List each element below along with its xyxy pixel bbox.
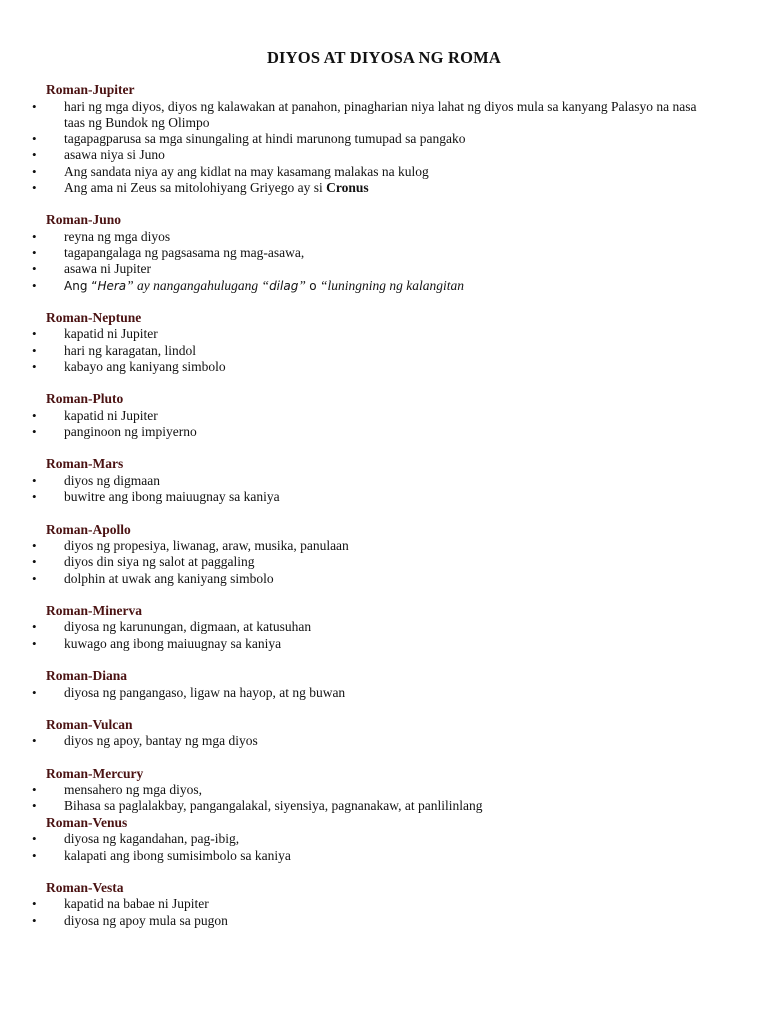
list-item-text: tagapangalaga ng pagsasama ng mag-asawa, [64,245,305,261]
list-item-italic-text: dilag [269,278,299,293]
list-item-text: panginoon ng impiyerno [64,424,197,440]
list-item-text: diyos din siya ng salot at paggaling [64,554,255,570]
list-item-text: kapatid ni Jupiter [64,407,158,423]
section-heading: Roman-Mars [46,456,124,472]
bullet-icon: • [32,831,37,847]
bullet-icon: • [32,98,37,114]
bullet-icon: • [32,147,37,163]
list-item [0,147,768,163]
bullet-list [0,831,768,864]
bullet-icon: • [32,684,37,700]
bullet-icon: • [32,570,37,586]
list-item [0,489,768,505]
section-venus [0,815,768,864]
list-item-text: kapatid ni Jupiter [64,326,158,342]
list-item-italic-text: “luningning ng kalangitan [316,277,464,293]
bullet-icon: • [32,782,37,798]
section-heading: Roman-Neptune [46,309,142,325]
bullet-icon: • [32,489,37,505]
list-item [0,913,768,929]
list-item [0,261,768,277]
section-vulcan [0,717,768,750]
list-item-text: hari ng mga diyos, diyos ng kalawakan at panahon, pinagharian niya lahat ng diyos mula sa kanyang Palasyo na nasa taas ng Bundok ng Olimpo [64,98,697,130]
list-item [0,798,768,814]
bullet-icon: • [32,261,37,277]
list-item-text: diyos ng propesiya, liwanag, araw, musika, panulaan [64,538,349,554]
section-apollo [0,522,768,587]
bullet-icon: • [32,847,37,863]
section-minerva [0,603,768,652]
bullet-icon: • [32,228,37,244]
section-heading: Roman-Diana [46,668,128,684]
section-vesta [0,880,768,929]
list-item [0,424,768,440]
bullet-icon: • [32,326,37,342]
section-mercury [0,766,768,815]
section-heading: Roman-Juno [46,212,122,228]
list-item [0,473,768,489]
bullet-list [0,408,768,441]
bullet-icon: • [32,163,37,179]
list-item-text: o [309,278,317,293]
bullet-list [0,619,768,652]
section-heading: Roman-Minerva [46,602,142,618]
list-item [0,896,768,912]
bullet-list [0,733,768,749]
list-item-text: asawa niya si Juno [64,147,165,163]
list-item-text: kuwago ang ibong maiuugnay sa kaniya [64,635,282,651]
bullet-icon: • [32,359,37,375]
section-jupiter [0,82,768,196]
list-item-text: Ang “ [64,278,98,293]
bullet-icon: • [32,912,37,928]
list-item [0,343,768,359]
page-title: DIYOS AT DIYOSA NG ROMA [266,48,502,67]
list-item [0,848,768,864]
section-diana [0,668,768,701]
bullet-icon: • [32,179,37,195]
list-item [0,180,768,196]
list-item [0,782,768,798]
list-item-text: kalapati ang ibong sumisimbolo sa kaniya [64,847,291,863]
bullet-icon: • [32,619,37,635]
bullet-icon: • [32,277,37,293]
list-item-text: diyosa ng karunungan, digmaan, at katusuhan [64,619,312,635]
bullet-list [0,685,768,701]
bullet-icon: • [32,424,37,440]
section-pluto [0,391,768,440]
list-item-text: reyna ng mga diyos [64,228,171,244]
bullet-icon: • [32,131,37,147]
bullet-icon: • [32,896,37,912]
bullet-list [0,473,768,506]
bullet-list [0,896,768,929]
sections-container [0,82,768,945]
bullet-list [0,538,768,587]
list-item-text: mensahero ng mga diyos, [64,782,202,798]
list-item [0,326,768,342]
list-item [0,571,768,587]
list-item-italic-text: ” ay nangangahulugang “ [126,277,270,293]
list-item-text: hari ng karagatan, lindol [64,342,196,358]
list-item-italic-text: ” [298,277,310,293]
list-item-text: buwitre ang ibong maiuugnay sa kaniya [64,489,280,505]
list-item [0,733,768,749]
list-item-text: kabayo ang kaniyang simbolo [64,359,226,375]
section-neptune [0,310,768,375]
list-item [0,619,768,635]
list-item [0,131,768,147]
bullet-icon: • [32,342,37,358]
section-heading: Roman-Pluto [46,391,124,407]
section-mars [0,456,768,505]
section-heading: Roman-Venus [46,814,128,830]
section-heading: Roman-Jupiter [46,82,135,97]
list-item-text: diyosa ng kagandahan, pag-ibig, [64,831,240,847]
bullet-icon: • [32,407,37,423]
list-item [0,245,768,261]
bullet-list [0,99,768,197]
list-item [0,831,768,847]
bullet-icon: • [32,554,37,570]
list-item-text: Ang sandata niya ay ang kidlat na may kasamang malakas na kulog [64,163,429,179]
list-item [0,538,768,554]
list-item-text: kapatid na babae ni Jupiter [64,896,209,912]
list-item-text: asawa ni Jupiter [64,261,151,277]
bullet-list [0,229,768,294]
bullet-icon: • [32,472,37,488]
list-item-text: dolphin at uwak ang kaniyang simbolo [64,570,274,586]
list-item-text: diyos ng apoy, bantay ng mga diyos [64,733,258,749]
section-heading: Roman-Vulcan [46,716,133,732]
bullet-icon: • [32,538,37,554]
section-heading: Roman-Mercury [46,765,144,781]
list-item [0,99,768,132]
list-item-italic-text: Hera [97,278,127,293]
list-item-bold-text: Cronus [326,179,369,195]
bullet-icon: • [32,635,37,651]
list-item-text: diyos ng digmaan [64,472,160,488]
list-item-text: Bihasa sa paglalakbay, pangangalakal, siyensiya, pagnanakaw, at panlilinlang [64,798,483,814]
list-item [0,636,768,652]
list-item [0,554,768,570]
section-juno [0,212,768,294]
section-heading: Roman-Apollo [46,521,131,537]
list-item-text: Ang ama ni Zeus sa mitolohiyang Griyego ay si [64,179,327,195]
list-item-text: tagapagparusa sa mga sinungaling at hindi marunong tumupad sa pangako [64,131,466,147]
section-heading: Roman-Vesta [46,879,124,895]
list-item [0,359,768,375]
list-item-text: diyosa ng pangangaso, ligaw na hayop, at ng buwan [64,684,346,700]
bullet-list [0,326,768,375]
list-item [0,408,768,424]
list-item [0,685,768,701]
bullet-icon: • [32,245,37,261]
list-item-text: diyosa ng apoy mula sa pugon [64,912,228,928]
list-item [0,164,768,180]
bullet-list [0,782,768,815]
bullet-icon: • [32,798,37,814]
list-item [0,229,768,245]
list-item [0,278,768,294]
bullet-icon: • [32,733,37,749]
